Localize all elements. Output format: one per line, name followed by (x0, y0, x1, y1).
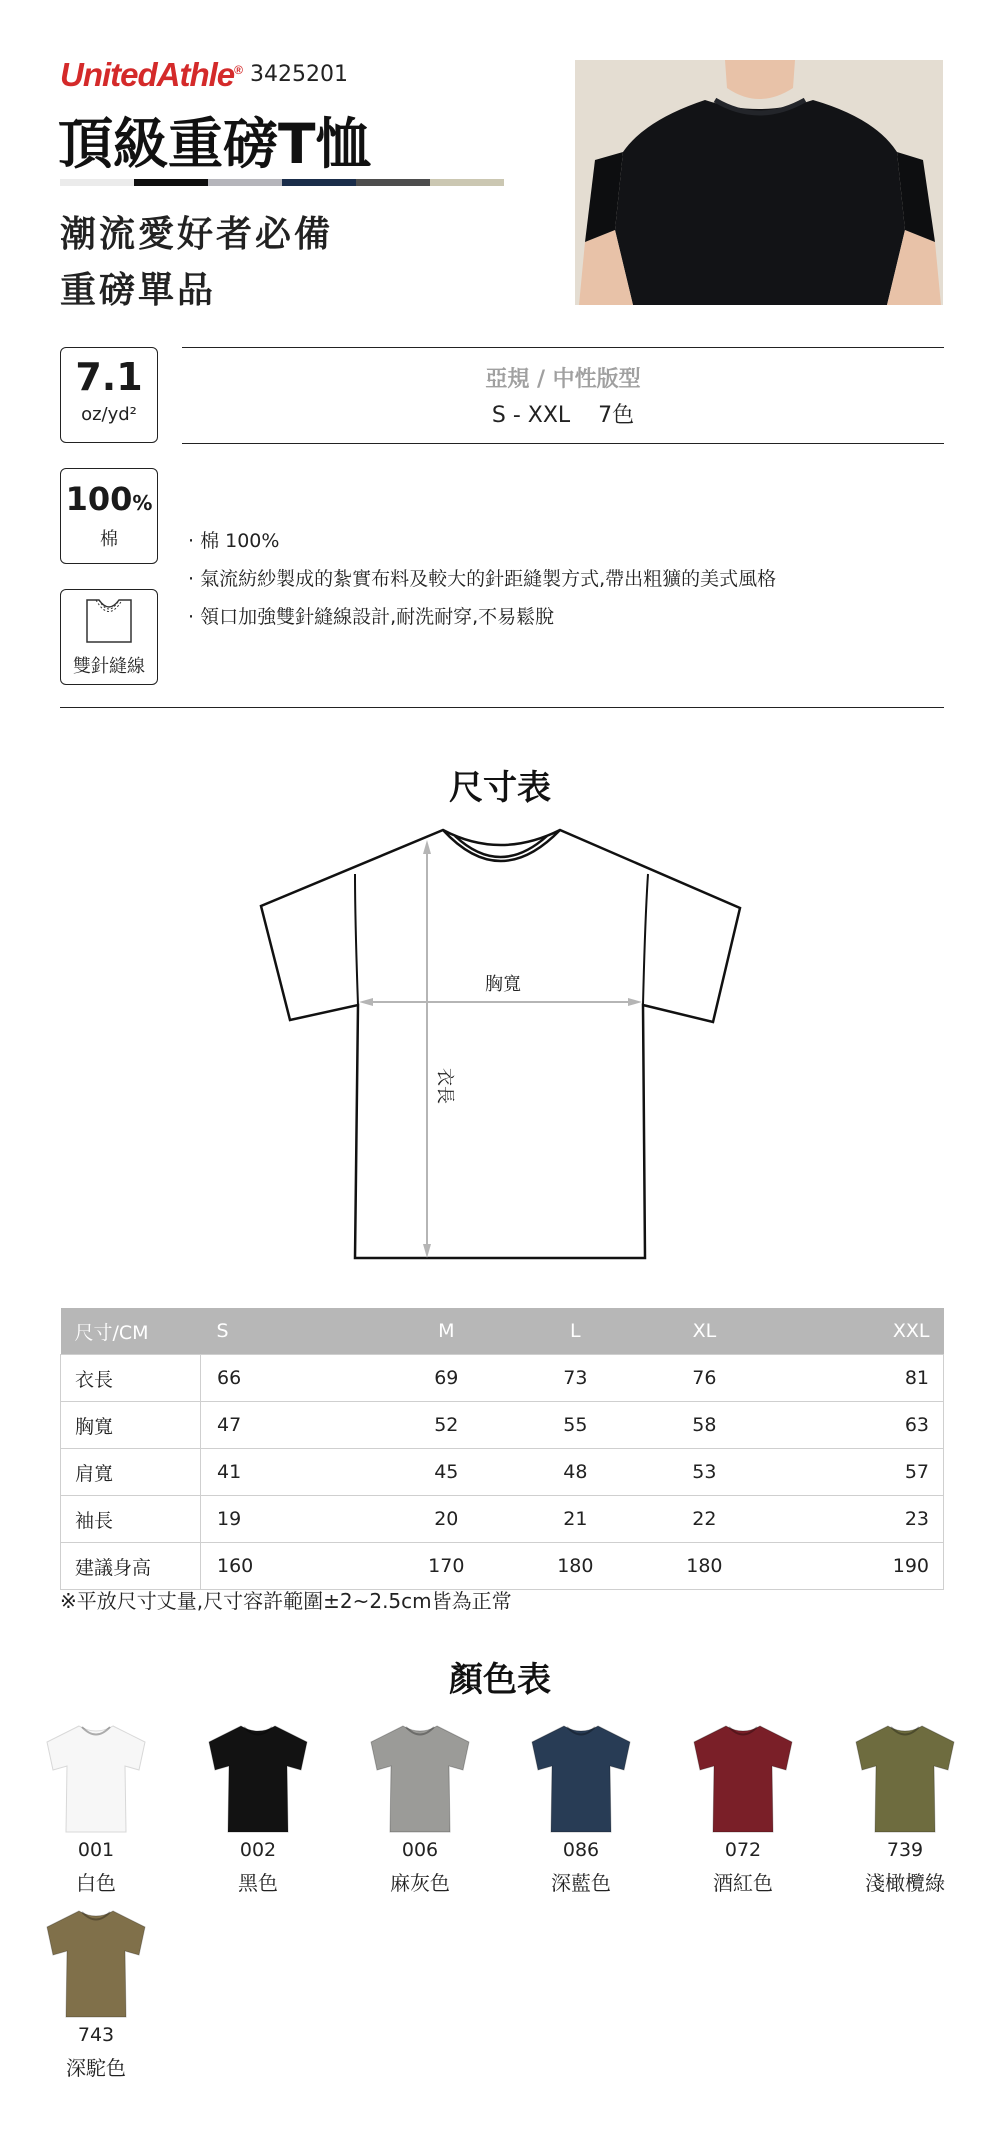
color-swatch (193, 1720, 323, 1896)
tshirt-swatch-icon (41, 1720, 151, 1835)
fit-bottom-rule (182, 443, 944, 444)
color-code: 086 (562, 1839, 600, 1861)
chest-label: 胸寬 (485, 974, 521, 995)
table-cell: 73 (511, 1355, 640, 1402)
color-name: 深駝色 (66, 2056, 126, 2080)
color-name: 深藍色 (551, 1871, 611, 1895)
table-cell: 19 (201, 1496, 382, 1543)
table-row (61, 1402, 944, 1449)
table-cell: 20 (382, 1496, 511, 1543)
color-code: 006 (401, 1839, 439, 1861)
color-stripe (430, 179, 504, 186)
tshirt-swatch-icon (688, 1720, 798, 1835)
color-swatch (516, 1720, 646, 1896)
table-row (61, 1543, 944, 1590)
collar-stitch-icon (83, 596, 135, 646)
table-cell: 190 (769, 1543, 944, 1590)
size-chart-title: 尺寸表 (449, 768, 551, 808)
row-label: 肩寬 (61, 1449, 201, 1496)
color-swatch (678, 1720, 808, 1896)
color-name: 黑色 (238, 1871, 278, 1895)
color-name: 酒紅色 (713, 1871, 773, 1895)
table-cell: 57 (769, 1449, 944, 1496)
fabric-weight-badge: 7.1 oz/yd² (60, 347, 158, 443)
color-name: 麻灰色 (390, 1871, 450, 1895)
table-row (61, 1449, 944, 1496)
double-stitch-badge: 雙針縫線 (60, 589, 158, 685)
color-code: 072 (724, 1839, 762, 1861)
color-stripe (356, 179, 430, 186)
table-cell: 180 (511, 1543, 640, 1590)
color-swatch (31, 1720, 161, 1896)
table-cell: 58 (640, 1402, 769, 1449)
measurement-note: ※平放尺寸丈量,尺寸容許範圍±2~2.5cm皆為正常 (60, 1589, 512, 1613)
table-cell: 21 (511, 1496, 640, 1543)
size-table-header (61, 1308, 944, 1355)
color-code: 001 (77, 1839, 115, 1861)
color-stripe-bar (60, 179, 504, 186)
table-row (61, 1355, 944, 1402)
column-header: 尺寸/CM (61, 1308, 201, 1355)
tshirt-swatch-icon (365, 1720, 475, 1835)
column-header: S (201, 1308, 382, 1355)
feature-item: · 氣流紡紗製成的紮實布料及較大的針距縫製方式,帶出粗獷的美式風格 (188, 568, 777, 590)
table-cell: 63 (769, 1402, 944, 1449)
fit-top-rule (182, 347, 944, 348)
size-table (60, 1308, 944, 1590)
color-stripe (208, 179, 282, 186)
color-stripe (282, 179, 356, 186)
color-code: 002 (239, 1839, 277, 1861)
color-code: 743 (77, 2024, 115, 2046)
table-cell: 69 (382, 1355, 511, 1402)
tshirt-measure-diagram (255, 820, 755, 1270)
product-code: 3425201 (250, 62, 348, 87)
column-header: M (382, 1308, 511, 1355)
model-photo (575, 60, 943, 305)
table-cell: 23 (769, 1496, 944, 1543)
table-row (61, 1496, 944, 1543)
column-header: XL (640, 1308, 769, 1355)
row-label: 建議身高 (61, 1543, 201, 1590)
tshirt-swatch-icon (203, 1720, 313, 1835)
length-label: 衣長 (434, 1068, 455, 1104)
brand-logo: UnitedAthle® (60, 56, 243, 93)
table-cell: 48 (511, 1449, 640, 1496)
feature-item: · 領口加強雙針縫線設計,耐洗耐穿,不易鬆脫 (188, 606, 555, 628)
table-cell: 53 (640, 1449, 769, 1496)
column-header: XXL (769, 1308, 944, 1355)
column-header: L (511, 1308, 640, 1355)
tshirt-swatch-icon (850, 1720, 960, 1835)
material-badge: 100% 棉 (60, 468, 158, 564)
table-cell: 45 (382, 1449, 511, 1496)
color-swatch (840, 1720, 970, 1896)
table-cell: 81 (769, 1355, 944, 1402)
table-cell: 160 (201, 1543, 382, 1590)
table-cell: 52 (382, 1402, 511, 1449)
color-name: 白色 (76, 1871, 116, 1895)
feature-item: · 棉 100% (188, 530, 280, 552)
row-label: 胸寬 (61, 1402, 201, 1449)
color-name: 淺橄欖綠 (865, 1871, 945, 1895)
table-cell: 76 (640, 1355, 769, 1402)
table-cell: 22 (640, 1496, 769, 1543)
color-stripe (60, 179, 134, 186)
table-cell: 55 (511, 1402, 640, 1449)
section-divider (60, 707, 944, 708)
tagline-line-1: 潮流愛好者必備 (60, 214, 334, 255)
color-stripe (134, 179, 208, 186)
color-swatch (31, 1905, 161, 2081)
color-code: 739 (886, 1839, 924, 1861)
tagline-line-2: 重磅單品 (60, 270, 217, 311)
table-cell: 41 (201, 1449, 382, 1496)
color-swatch (355, 1720, 485, 1896)
fit-label: 亞規 / 中性版型 (485, 367, 641, 392)
row-label: 袖長 (61, 1496, 201, 1543)
table-cell: 47 (201, 1402, 382, 1449)
product-title: 頂級重磅T恤 (58, 112, 371, 176)
table-cell: 66 (201, 1355, 382, 1402)
size-range: S - XXL 7色 (491, 403, 635, 428)
tshirt-swatch-icon (526, 1720, 636, 1835)
table-cell: 170 (382, 1543, 511, 1590)
color-chart-title: 顏色表 (449, 1660, 551, 1700)
table-cell: 180 (640, 1543, 769, 1590)
tshirt-swatch-icon (41, 1905, 151, 2020)
row-label: 衣長 (61, 1355, 201, 1402)
